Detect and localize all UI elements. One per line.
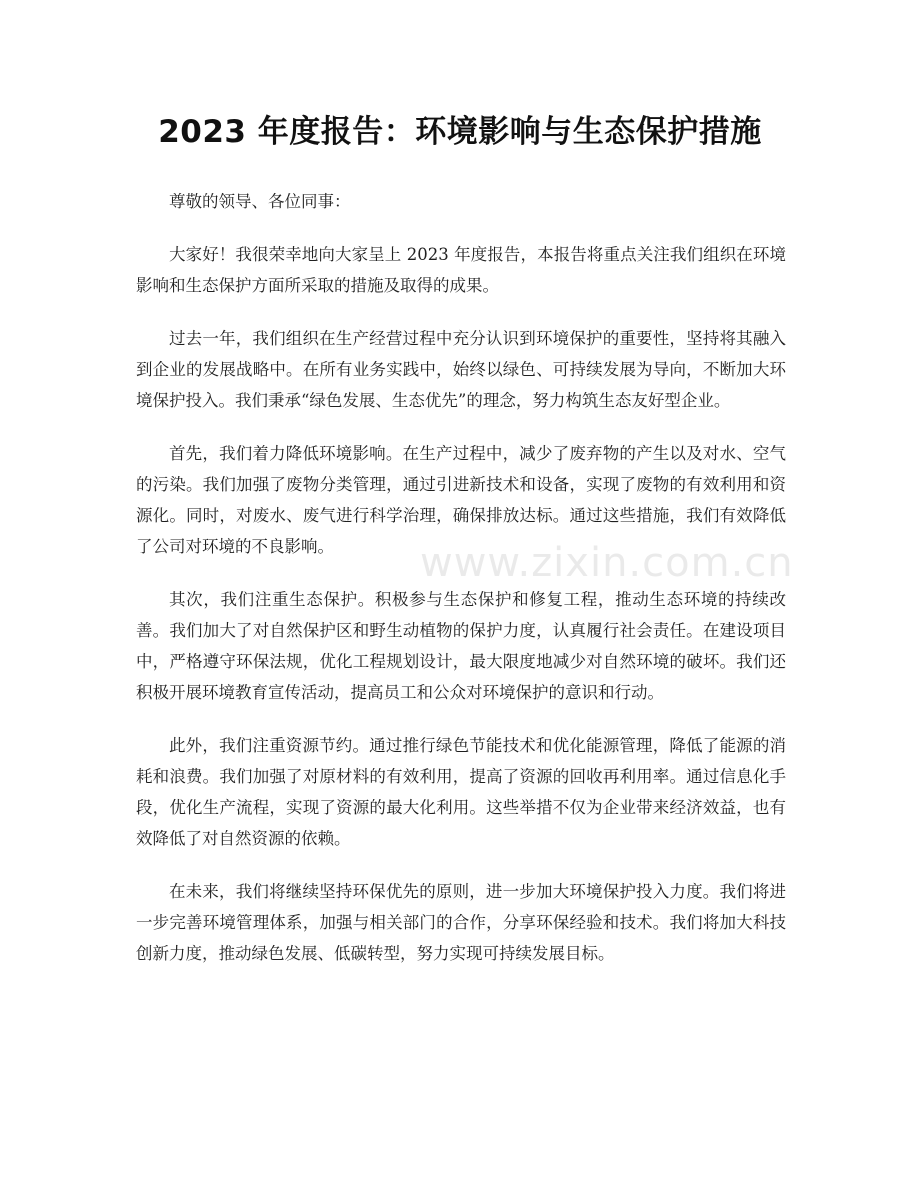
future-plan-paragraph: 在未来，我们将继续坚持环保优先的原则，进一步加大环境保护投入力度。我们将进一步完善环境管理体系，加强与相关部门的合作，分享环保经验和技术。我们将加大科技创新力度，推动绿色发展、低碳转型，努力实现可持续发展目标。: [136, 882, 786, 963]
environmental-impact-paragraph: 首先，我们着力降低环境影响。在生产过程中，减少了废弃物的产生以及对水、空气的污染。我们加强了废物分类管理，通过引进新技术和设备，实现了废物的有效利用和资源化。同时，对废水、废气进行科学治理，确保排放达标。通过这些措施，我们有效降低了公司对环境的不良影响。: [136, 444, 786, 556]
intro-paragraph: 大家好！我很荣幸地向大家呈上 2023 年度报告，本报告将重点关注我们组织在环境影响和生态保护方面所采取的措施及取得的成果。: [136, 245, 786, 295]
overview-paragraph: 过去一年，我们组织在生产经营过程中充分认识到环境保护的重要性，坚持将其融入到企业的发展战略中。在所有业务实践中，始终以绿色、可持续发展为导向，不断加大环境保护投入。我们秉承“绿色发展、生态优先”的理念，努力构筑生态友好型企业。: [136, 329, 786, 410]
watermark-text: www.zixin.com.cn: [420, 540, 794, 586]
ecological-protection-paragraph: 其次，我们注重生态保护。积极参与生态保护和修复工程，推动生态环境的持续改善。我们加大了对自然保护区和野生动植物的保护力度，认真履行社会责任。在建设项目中，严格遵守环保法规，优化工程规划设计，最大限度地减少对自然环境的破坏。我们还积极开展环境教育宣传活动，提高员工和公众对环境保护的意识和行动。: [136, 590, 786, 702]
resource-saving-paragraph: 此外，我们注重资源节约。通过推行绿色节能技术和优化能源管理，降低了能源的消耗和浪费。我们加强了对原材料的有效利用，提高了资源的回收再利用率。通过信息化手段，优化生产流程，实现了资源的最大化利用。这些举措不仅为企业带来经济效益，也有效降低了对自然资源的依赖。: [136, 736, 786, 848]
document-title: 2023 年度报告：环境影响与生态保护措施: [158, 114, 762, 150]
salutation-paragraph: 尊敬的领导、各位同事：: [169, 192, 351, 211]
document-body: [136, 186, 786, 991]
